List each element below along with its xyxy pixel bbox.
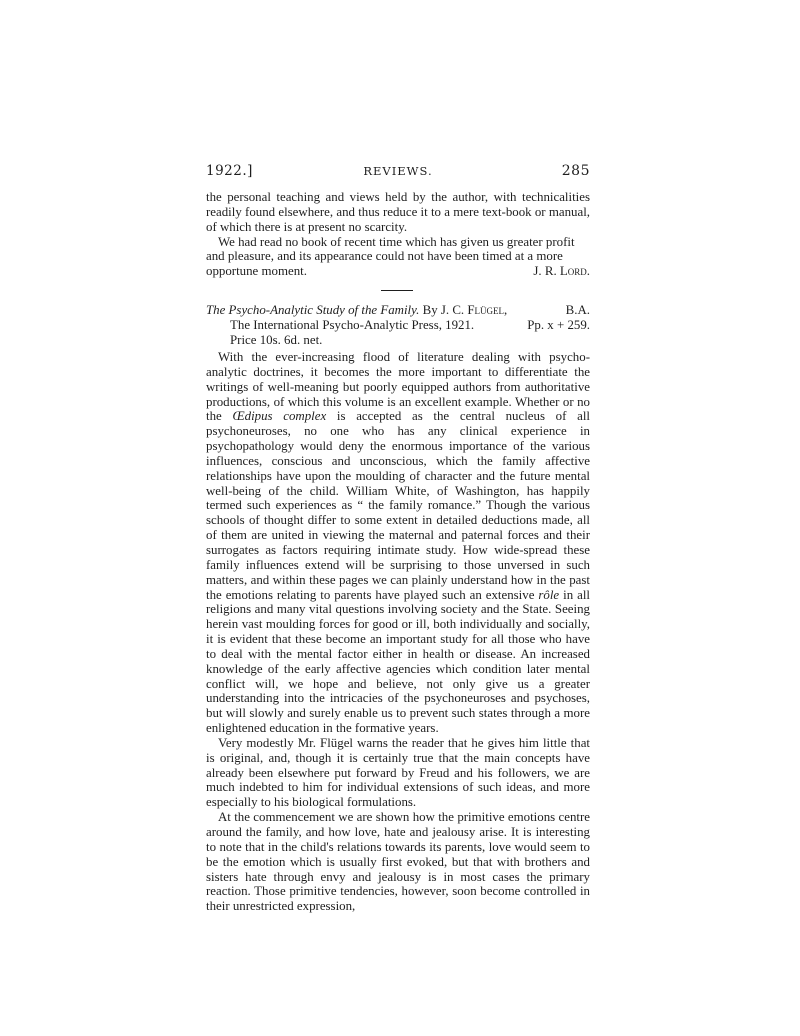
prev-review-paragraph: the personal teaching and views held by the author, with technicalities readily found elsewhere, and thus reduce it to a mere text-book or manual, of which there is at present no scarcity. (206, 190, 590, 234)
book-author-surname: Flügel, (467, 303, 508, 317)
reviewer-signature: J. R. Lord. (533, 264, 590, 279)
review-paragraph-3: At the commencement we are shown how the primitive emotions centre around the family, and how love, hate and jealousy arise. It is interesting to note that in the child's relations towards its parents, love would seem to be the emotion which is usually first evoked, but that with brothers and sisters hate through envy and jealousy is in most cases the primary reaction. Those primitive tendencies, however, soon become controlled in their unrestricted expression, (206, 810, 590, 914)
previous-review-ending (206, 190, 590, 279)
book-reference (206, 303, 590, 348)
book-publisher: The International Psycho-Analytic Press, 1921. (230, 317, 475, 332)
book-publisher-line (206, 318, 590, 333)
section-divider (381, 290, 413, 291)
review-p1-part-c: in all religions and many vital questions involving society and the State. Seeing herein vast moulding forces for good or ill, both individually and socially, it is evident that these become an important study for all those who have to deal with the mental factor either in health or disease. An increased knowledge of the early affective agencies which condition later mental conflict will, we hope and believe, not only give us a greater understanding into the intricacies of the psychoneuroses and psychoses, but will slowly and surely enable us to prevent such states through a more enlightened education in the formative years. (206, 587, 590, 736)
header-section-title: REVIEWS. (363, 164, 433, 178)
book-price: Price 10s. 6d. net. (230, 332, 323, 347)
page-number: 285 (561, 163, 590, 179)
role-term: rôle (538, 587, 560, 602)
review-p1-part-a: With the ever-increasing flood of literature dealing with psycho-analytic doctrines, it becomes the more important to differentiate the writings of well-meaning but poorly equipped authors from authoritative productions, of which this volume is an excellent example. Whether or no the (206, 350, 590, 424)
oedipus-complex-term: Œdipus complex (232, 409, 327, 424)
book-title: The Psycho-Analytic Study of the Family. (206, 303, 420, 317)
review-p1-part-b: is accepted as the central nucleus of all psychoneuroses, no one who has any clinical experience in psychopathology would deny the enormous importance of the various influences, conscious and unconscious, which the family affective relationships have upon the moulding of character and the future mental well-being of the child. William White, of Washington, has happily termed such experiences as “ the family romance.” Though the various schools of thought differ to some extent in detailed deductions made, all of them are united in viewing the maternal and paternal forces and their surrogates as factors requiring intimate study. How wide-spread these family influences extend will be surprising to those unversed in such matters, and within these pages we can plainly understand how in the past the emotions relating to parents have played such an extensive (206, 409, 590, 602)
review-paragraph-2: Very modestly Mr. Flügel warns the reader that he gives him little that is original, and, though it is certainly true that the main concepts have already been elsewhere put forward by Freud and his followers, we are much indebted to him for individual extensions of such ideas, and more especially to his biological formulations. (206, 735, 590, 810)
prev-review-closing-text: We had read no book of recent time which has given us greater profit and pleasure, and its appearance could not have been timed at a more opportune moment. (206, 234, 575, 279)
review-body (206, 350, 590, 914)
review-paragraph-1 (206, 350, 590, 736)
book-title-line (206, 303, 590, 318)
prev-review-closing-paragraph (206, 235, 590, 280)
header-year: 1922.] (206, 163, 253, 179)
book-author-prefix: By J. C. (422, 303, 465, 317)
running-header (206, 163, 590, 181)
book-author-degree: B.A. (565, 303, 590, 317)
book-pages: Pp. x + 259. (527, 317, 590, 332)
